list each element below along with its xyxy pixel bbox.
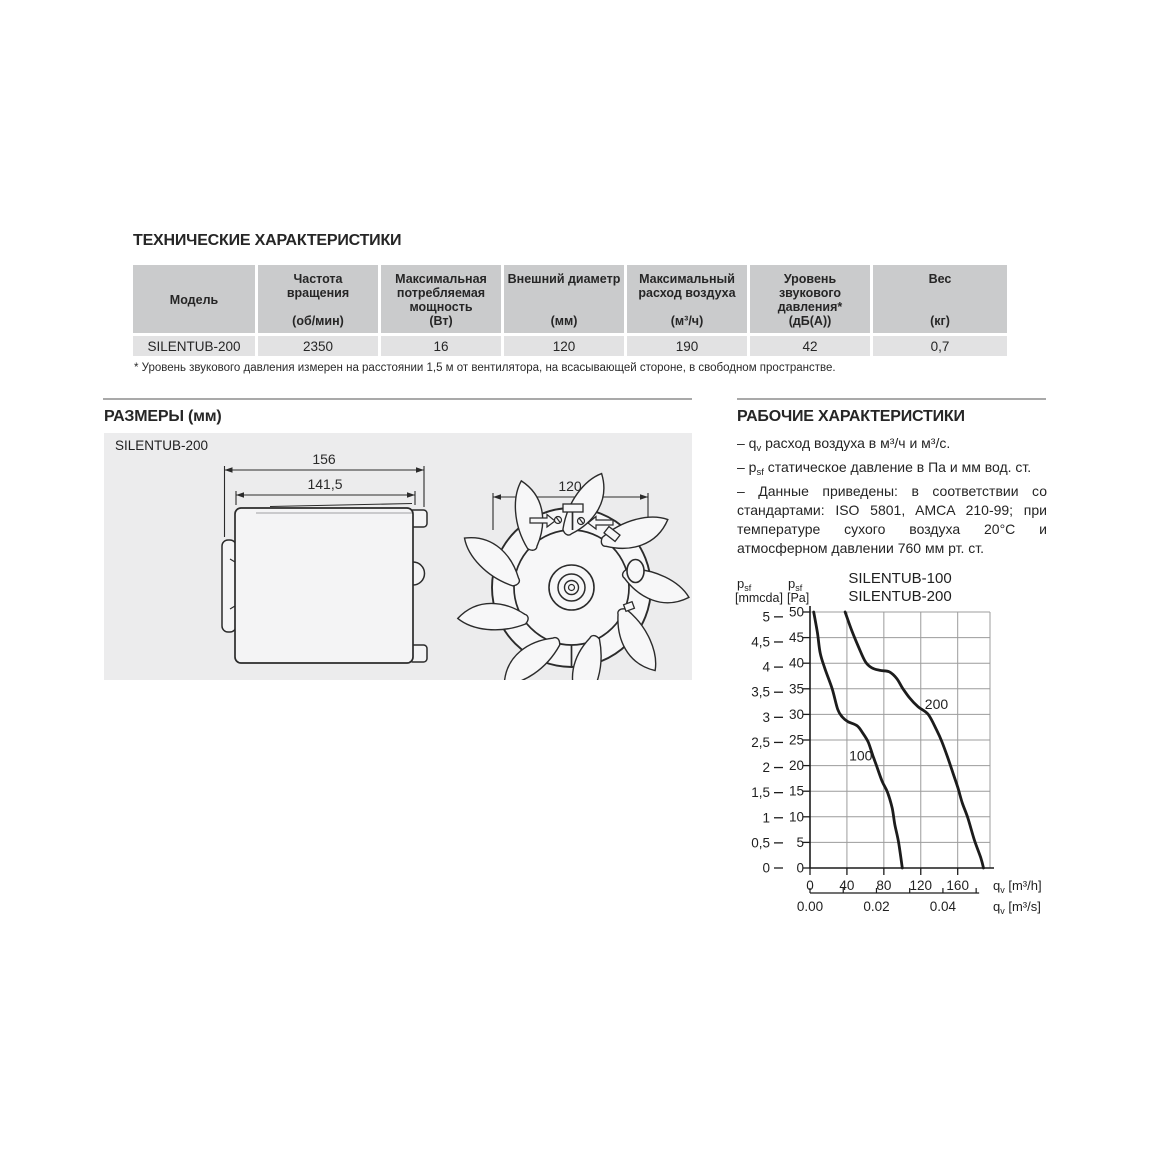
spec-cell-power: 16	[381, 336, 501, 356]
col-header-unit: (кг)	[930, 314, 950, 328]
impeller-hub	[549, 565, 594, 610]
spec-col-speed	[258, 265, 378, 333]
fan-technical-drawing	[104, 433, 692, 680]
chart-tick-label: 20	[788, 758, 804, 774]
chart-tick-label: 3	[762, 709, 770, 725]
chart-tick-label: 0.00	[796, 899, 824, 914]
note-airflow: – $q_v$ расход воздуха в м³/ч и м³/с.	[737, 435, 951, 454]
front-view-top-tab	[563, 504, 583, 512]
chart-tick-label: 2	[762, 760, 770, 776]
col-header-label: Внешний диаметр	[507, 272, 621, 286]
col-header-unit: (Вт)	[429, 314, 453, 328]
chart-title-line: SILENTUB-100	[848, 570, 952, 587]
spec-table	[133, 265, 1007, 356]
chart-tick-label: 80	[876, 878, 892, 893]
dimensions-drawing-canvas	[104, 433, 692, 680]
fan-side-view	[222, 466, 427, 663]
spec-col-diameter	[504, 265, 624, 333]
spec-cell-speed: 2350	[258, 336, 378, 356]
col-header-unit: (м³/ч)	[670, 314, 704, 328]
chart-tick-label: 1,5	[751, 785, 770, 801]
chart-tick-label: 40	[839, 878, 855, 893]
y-inner-axis-unit: [Pa]	[787, 591, 810, 605]
chart-tick-label: 0.04	[929, 899, 957, 914]
tech-section-title: ТЕХНИЧЕСКИЕ ХАРАКТЕРИСТИКИ	[133, 232, 402, 249]
x-outer-axis-name: $q_v$ [m³/s]	[993, 899, 1041, 916]
col-header-label: Модель	[169, 293, 219, 307]
dim-diameter-label: 120	[558, 478, 582, 494]
col-header-label: Частота вращения	[286, 272, 350, 300]
sound-level-footnote: * Уровень звукового давления измерен на расстоянии 1,5 м от вентилятора, на всасывающей стороне, в свободном пространстве.	[134, 362, 836, 374]
col-header-label: Уровень звукового давления*	[777, 272, 843, 314]
dimensions-divider	[103, 398, 692, 400]
spec-cell-noise: 42	[750, 336, 870, 356]
side-view-bump	[413, 562, 425, 585]
dimensions-section-title: РАЗМЕРЫ (мм)	[104, 408, 222, 425]
screw-icon	[578, 518, 585, 525]
chart-tick-label: 45	[788, 630, 804, 646]
chart-tick-label: 1	[762, 810, 770, 826]
y-outer-axis-name: $p_{sf}$	[737, 576, 752, 593]
chart-tick-label: 0	[796, 860, 804, 876]
chart-tick-label: 40	[788, 655, 804, 671]
spec-col-power	[381, 265, 501, 333]
col-header-unit: (дБ(А))	[788, 314, 832, 328]
col-header-label: Вес	[928, 272, 952, 286]
chart-tick-label: 0,5	[751, 835, 770, 851]
spec-cell-weight: 0,7	[873, 336, 1007, 356]
side-view-body	[235, 508, 413, 663]
chart-tick-label: 10	[788, 809, 804, 825]
curve-label-200: 200	[924, 696, 949, 713]
spec-col-airflow	[627, 265, 747, 333]
chart-tick-label: 35	[788, 681, 804, 697]
performance-divider	[737, 398, 1046, 400]
y-outer-axis-unit: [mmcda]	[735, 591, 783, 605]
cable-entry	[627, 560, 644, 583]
spec-col-model	[133, 265, 255, 333]
y-inner-axis-name: $p_{sf}$	[788, 576, 803, 593]
x-inner-axis-name: $q_v$ [m³/h]	[993, 878, 1042, 895]
col-header-unit: (об/мин)	[292, 314, 344, 328]
side-view-flange	[222, 540, 236, 632]
chart-tick-label: 30	[788, 706, 804, 722]
chart-tick-label: 50	[788, 604, 804, 620]
chart-tick-label: 0	[762, 860, 770, 876]
fan-curve-chart	[730, 560, 1050, 916]
chart-tick-label: 120	[909, 878, 933, 893]
note-pressure: – $p_{sf}$ статическое давление в Па и мм вод. ст.	[737, 459, 1032, 478]
spec-cell-airflow: 190	[627, 336, 747, 356]
chart-tick-label: 2,5	[751, 734, 770, 750]
note-standards: – Данные приведены: в соответствии со стандартами: ISO 5801, AMCA 210-99; при температуре сухого воздуха 20°C и атмосферном давлении 760 мм рт. ст.	[737, 483, 1047, 556]
screw-icon	[555, 517, 562, 524]
chart-tick-label: 5	[796, 834, 804, 850]
dim-overall-label: 156	[312, 451, 336, 467]
curve-label-100: 100	[849, 747, 873, 764]
spec-cell-diameter: 120	[504, 336, 624, 356]
chart-tick-label: 5	[762, 609, 770, 625]
fan-front-view	[457, 474, 690, 680]
col-header-label: Максимальная потребляемая мощность	[395, 272, 487, 314]
chart-tick-label: 4	[762, 659, 770, 675]
chart-tick-label: 0	[806, 878, 814, 893]
chart-tick-label: 15	[788, 783, 804, 799]
col-header-label: Максимальный расход воздуха	[638, 272, 736, 300]
col-header-unit: (мм)	[550, 314, 578, 328]
spec-col-noise	[750, 265, 870, 333]
performance-section-title: РАБОЧИЕ ХАРАКТЕРИСТИКИ	[737, 408, 965, 425]
chart-tick-label: 160	[946, 878, 969, 893]
spec-cell-model: SILENTUB-200	[133, 336, 255, 356]
dim-body-label: 141,5	[307, 476, 343, 492]
drawing-model-label: SILENTUB-200	[115, 438, 209, 453]
chart-tick-label: 25	[788, 732, 804, 748]
performance-notes	[737, 434, 1047, 558]
chart-tick-label: 3,5	[751, 684, 770, 700]
performance-chart	[730, 560, 1050, 916]
chart-tick-label: 4,5	[751, 634, 770, 650]
spec-col-weight	[873, 265, 1007, 333]
chart-title-line: SILENTUB-200	[848, 588, 952, 605]
chart-tick-label: 0.02	[863, 899, 890, 914]
dim-line-body	[236, 491, 415, 505]
